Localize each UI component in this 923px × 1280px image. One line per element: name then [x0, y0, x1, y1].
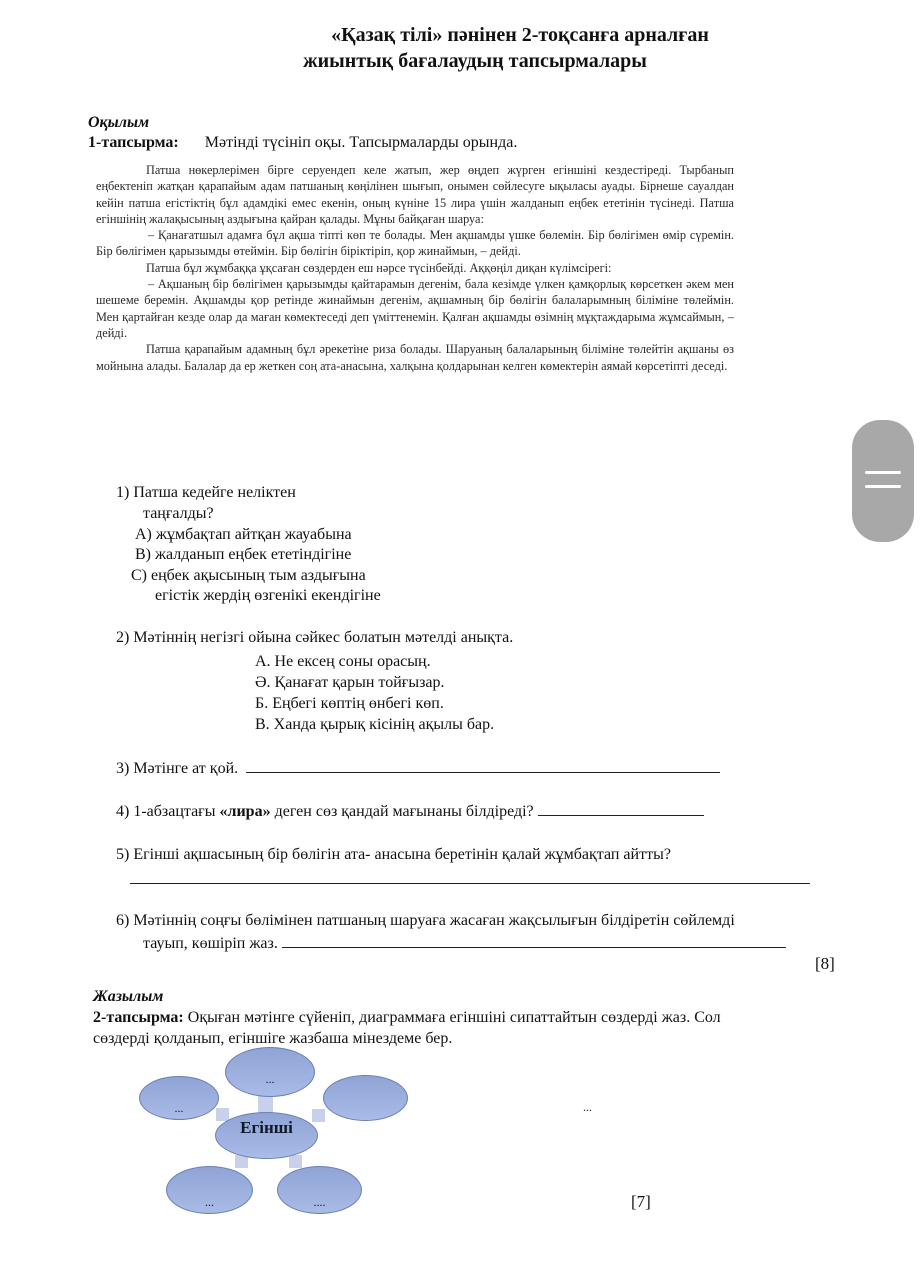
passage-paragraph: Патша бұл жұмбаққа ұқсаған сөздерден еш нәрсе түсінбейді. Аққөңіл диқан күлімсірегі:	[146, 260, 612, 275]
task-2-cont: сөздерді қолданып, егіншіге жазбаша мінездеме бер.	[93, 1030, 453, 1047]
question-6: 6) Мәтіннің соңғы бөлімінен патшаның шаруаға жасаған жақсылығын білдіретін сөйлемді	[116, 912, 735, 929]
task-2-text: Оқыған мәтінге сүйеніп, диаграммаға егіншіні сипаттайтын сөздерді жаз. Сол	[183, 1009, 721, 1026]
question-3	[116, 758, 720, 778]
q1-option-c: С) еңбек ақысының тым аздығына	[131, 567, 366, 584]
task-2	[93, 1009, 721, 1027]
node-text: ...	[205, 1195, 214, 1209]
node-center-text: Егінші	[240, 1118, 293, 1137]
q2-option: Б. Еңбегі көптің өнбегі көп.	[255, 695, 444, 712]
answer-line[interactable]	[538, 801, 704, 816]
node-text: ...	[265, 1072, 275, 1086]
scroll-handle[interactable]	[852, 420, 914, 542]
question-3-text: 3) Мәтінге ат қой.	[116, 760, 239, 777]
q1-option-a: А) жұмбақтап айтқан жауабына	[135, 526, 352, 543]
answer-line[interactable]	[282, 933, 786, 948]
title-line-2: жиынтық бағалаудың тапсырмалары	[303, 50, 647, 72]
question-4	[116, 801, 704, 821]
question-1-cont: таңғалды?	[143, 505, 214, 522]
question-4-pre: 4) 1-абзацтағы	[116, 803, 220, 820]
passage-paragraph: Патша қарапайым адамның бұл әрекетіне риза болады. Шаруаның балаларының біліміне төлейтін ақшаны өз мойнына алады. Балалар да ер жеткен соң ата-анасына, халқына қолдарынан келген көмектерін аямай көрсетіпті деседі.	[96, 342, 734, 373]
q2-option: В. Ханда қырық кісінің ақылы бар.	[255, 716, 495, 733]
q1-option-b: В) жалданып еңбек ететіндігіне	[135, 546, 352, 563]
question-5: 5) Егінші ақшасының бір бөлігін ата- анасына беретінін қалай жұмбақтап айтты?	[116, 846, 671, 863]
task-2-label: 2-тапсырма:	[93, 1009, 184, 1026]
answer-line[interactable]	[246, 758, 720, 773]
handle-grip-icon	[865, 485, 901, 488]
connector	[312, 1109, 325, 1122]
diagram-node-top[interactable]	[225, 1047, 315, 1097]
passage-paragraph: – Ақшаның бір бөлігімен қарызымды қайтарамын дегенім, бала кезімде үлкен қамқорлық көрсеткен әкем мен шешеме беремін. Ақшамды қор ретінде жинаймын дегенім, ақшамның бір бөлігін балаларымның біліміне төлеймін. Мен қартайған кезде олар да маған көмектеседі деп үміттенемін. Қалған ақшамды өзімнің мұқтаждарыма жұмсаймын, – дейді.	[96, 277, 734, 340]
diagram-node-bottom-left[interactable]	[166, 1166, 253, 1214]
title-line-1: «Қазақ тілі» пәнінен 2-тоқсанға арналған	[331, 24, 709, 46]
question-2: 2) Мәтіннің негізгі ойына сәйкес болатын мәтелді анықта.	[116, 629, 514, 646]
q2-option: Ә. Қанағат қарын тойғызар.	[255, 674, 445, 691]
question-6-text: тауып, көшіріп жаз.	[143, 935, 278, 952]
diagram-node-left[interactable]	[139, 1076, 219, 1120]
q2-option: А. Не ексең соны орасың.	[255, 653, 431, 670]
question-4-keyword: «лира»	[219, 803, 271, 820]
task-1	[88, 134, 517, 152]
passage-paragraph: – Қанағатшыл адамға бұл ақша тіпті көп те болады. Мен ақшамды үшке бөлемін. Бір бөлігімен өмір сүремін. Бір бөлігімен қарызымды өтеймін. Бір бөлігін біріктіріп, қор жинаймын, – дейді.	[96, 228, 734, 259]
passage-paragraph: Патша нөкерлерімен бірге серуендеп келе жатып, жер өңдеп жүрген егіншіні кездестіреді. Тырбанып еңбектеніп жатқан қарапайым адам патшаның көңілінен шығып, онымен сөйлесуге ықыласы ауады. Бірнеше сауалдан кейін патша егістіктің бұл адамдікі емес екенін, оның күніне 15 лира үшін жалданып еңбек ететінін түсінеді. Патша егіншінің жалақысының аздығына қайран қалады. Мұны байқаған шаруа:	[96, 163, 734, 226]
question-4-post: деген сөз қандай мағынаны білдіреді?	[270, 803, 534, 820]
connector	[289, 1155, 302, 1168]
task-1-text: Мәтінді түсініп оқы. Тапсырмаларды орында.	[204, 134, 518, 151]
side-note: ...	[583, 1100, 592, 1114]
answer-line[interactable]	[130, 883, 810, 884]
section-heading-reading: Оқылым	[88, 114, 150, 131]
handle-grip-icon	[865, 471, 901, 474]
diagram-node-right[interactable]	[323, 1075, 408, 1121]
section-heading-writing: Жазылым	[93, 988, 164, 1005]
q1-option-c-cont: егістік жердің өзгенікі екендігіне	[155, 587, 381, 604]
score-task-1: [8]	[815, 954, 835, 973]
node-text: ...	[174, 1101, 184, 1115]
score-task-2: [7]	[631, 1192, 651, 1211]
task-1-label: 1-тапсырма:	[88, 134, 179, 151]
diagram-node-center	[215, 1112, 318, 1159]
question-6-cont	[143, 933, 786, 953]
diagram-node-bottom-right[interactable]	[277, 1166, 362, 1214]
reading-passage	[96, 162, 734, 374]
node-text: ....	[313, 1195, 326, 1209]
question-1: 1) Патша кедейге неліктен	[116, 484, 296, 501]
